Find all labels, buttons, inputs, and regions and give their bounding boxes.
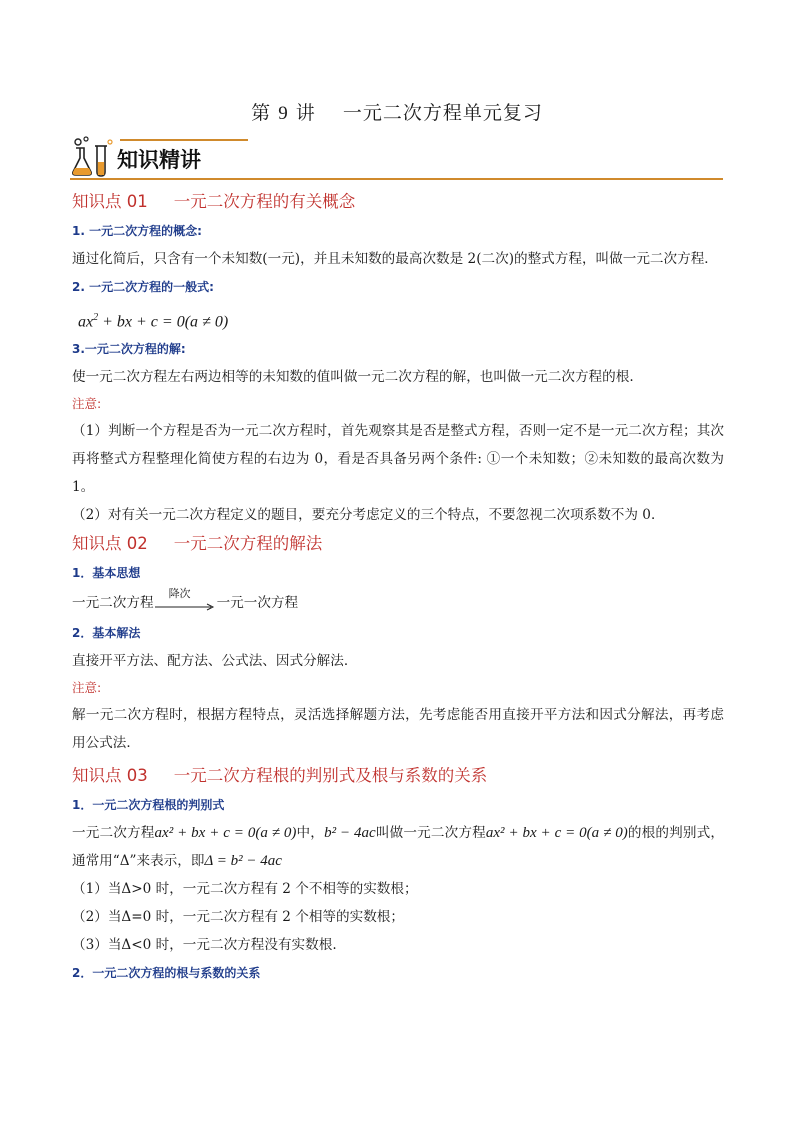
- note-label-2: 注意:: [72, 680, 102, 695]
- knowledge-point-01-heading: [72, 187, 724, 217]
- note-label-1: 注意:: [72, 396, 102, 411]
- discriminant-expression: b² − 4ac: [324, 825, 376, 841]
- arrow-left-text: 一元二次方程: [72, 595, 154, 611]
- subheading-discriminant: 1．一元二次方程根的判别式: [72, 798, 225, 812]
- formula-rest: + bx + c = 0(a ≠ 0): [98, 313, 229, 331]
- chemistry-flask-icon: [70, 136, 116, 178]
- right-arrow-icon: [155, 602, 215, 612]
- section-banner: [70, 136, 723, 180]
- kp-label: 知识点 01: [72, 192, 148, 211]
- note-item-2: （2）对有关一元二次方程定义的题目，要充分考虑定义的三个特点，不要忽视二次项系数不为 0．: [72, 507, 665, 523]
- equation-inline: ax² + bx + c = 0(a ≠ 0): [485, 825, 628, 841]
- case-positive: （1）当Δ>0 时，一元二次方程有 2 个不相等的实数根；: [72, 881, 418, 897]
- subheading-general-form: 2. 一元二次方程的一般式:: [72, 280, 214, 294]
- content-area: [72, 187, 724, 987]
- paragraph-concept: 通过化简后，只含有一个未知数(一元)，并且未知数的最高次数是 2(二次)的整式方程，叫做一元二次方程．: [72, 251, 718, 267]
- formula-lhs: ax: [78, 313, 94, 331]
- kp-label: 知识点 03: [72, 766, 148, 785]
- paragraph-methods: 直接开平方法、配方法、公式法、因式分解法．: [72, 653, 358, 669]
- note-item-1: （1）判断一个方程是否为一元二次方程时，首先观察其是否是整式方程，否则一定不是一元二次方程；其次再将整式方程整理化简使方程的右边为 0，看是否具备另两个条件: ①一个未知数；②未知数的最高次数为 1。: [72, 423, 724, 495]
- banner-top-line: [120, 139, 248, 141]
- knowledge-point-03-heading: [72, 761, 724, 791]
- equation-inline: ax² + bx + c = 0(a ≠ 0): [154, 825, 297, 841]
- subheading-basic-idea: 1．基本思想: [72, 566, 141, 580]
- formula-exponent: 2: [93, 312, 99, 323]
- arrow-label: 降次: [168, 586, 191, 600]
- reduction-arrow-line: [72, 587, 724, 619]
- subheading-concept: 1. 一元二次方程的概念:: [72, 224, 202, 238]
- case-negative: （3）当Δ<0 时，一元二次方程没有实数根.: [72, 937, 337, 953]
- general-form-formula: [78, 301, 724, 335]
- title-text: 讲 一元二次方程单元复习: [295, 102, 543, 124]
- text-run: 一元二次方程: [72, 825, 155, 841]
- kp-label: 知识点 02: [72, 534, 148, 553]
- note-methods: 解一元二次方程时，根据方程特点，灵活选择解题方法，先考虑能否用直接开平方法和因式分解法，再考虑用公式法．: [72, 707, 724, 751]
- delta-definition: Δ = b² − 4ac: [204, 853, 282, 869]
- title-number: 9: [278, 103, 289, 124]
- knowledge-point-02-heading: [72, 529, 724, 559]
- paragraph-solution: 使一元二次方程左右两边相等的未知数的值叫做一元二次方程的解，也叫做一元二次方程的根.: [72, 369, 634, 385]
- case-zero: （2）当Δ=0 时，一元二次方程有 2 个相等的实数根；: [72, 909, 404, 925]
- kp-title: 一元二次方程的解法: [173, 534, 323, 553]
- reduction-arrow: [155, 586, 215, 614]
- arrow-right-text: 一元一次方程: [216, 595, 299, 611]
- banner-underline: [70, 178, 723, 180]
- subheading-solution: 3.一元二次方程的解:: [72, 342, 186, 356]
- text-run: 叫做一元二次方程: [375, 825, 486, 841]
- text-run: 中，: [296, 825, 325, 841]
- kp-title: 一元二次方程的有关概念: [173, 192, 356, 211]
- page-title: [0, 98, 794, 125]
- text-run: 的根的判别式，通常用“Δ”来表示，即: [72, 825, 725, 869]
- banner-label: 知识精讲: [117, 148, 201, 172]
- kp-title: 一元二次方程根的判别式及根与系数的关系: [173, 766, 488, 785]
- subheading-vieta: 2．一元二次方程的根与系数的关系: [72, 966, 261, 980]
- paragraph-discriminant: [72, 819, 724, 875]
- subheading-basic-methods: 2．基本解法: [72, 626, 141, 640]
- title-prefix: 第: [251, 102, 272, 124]
